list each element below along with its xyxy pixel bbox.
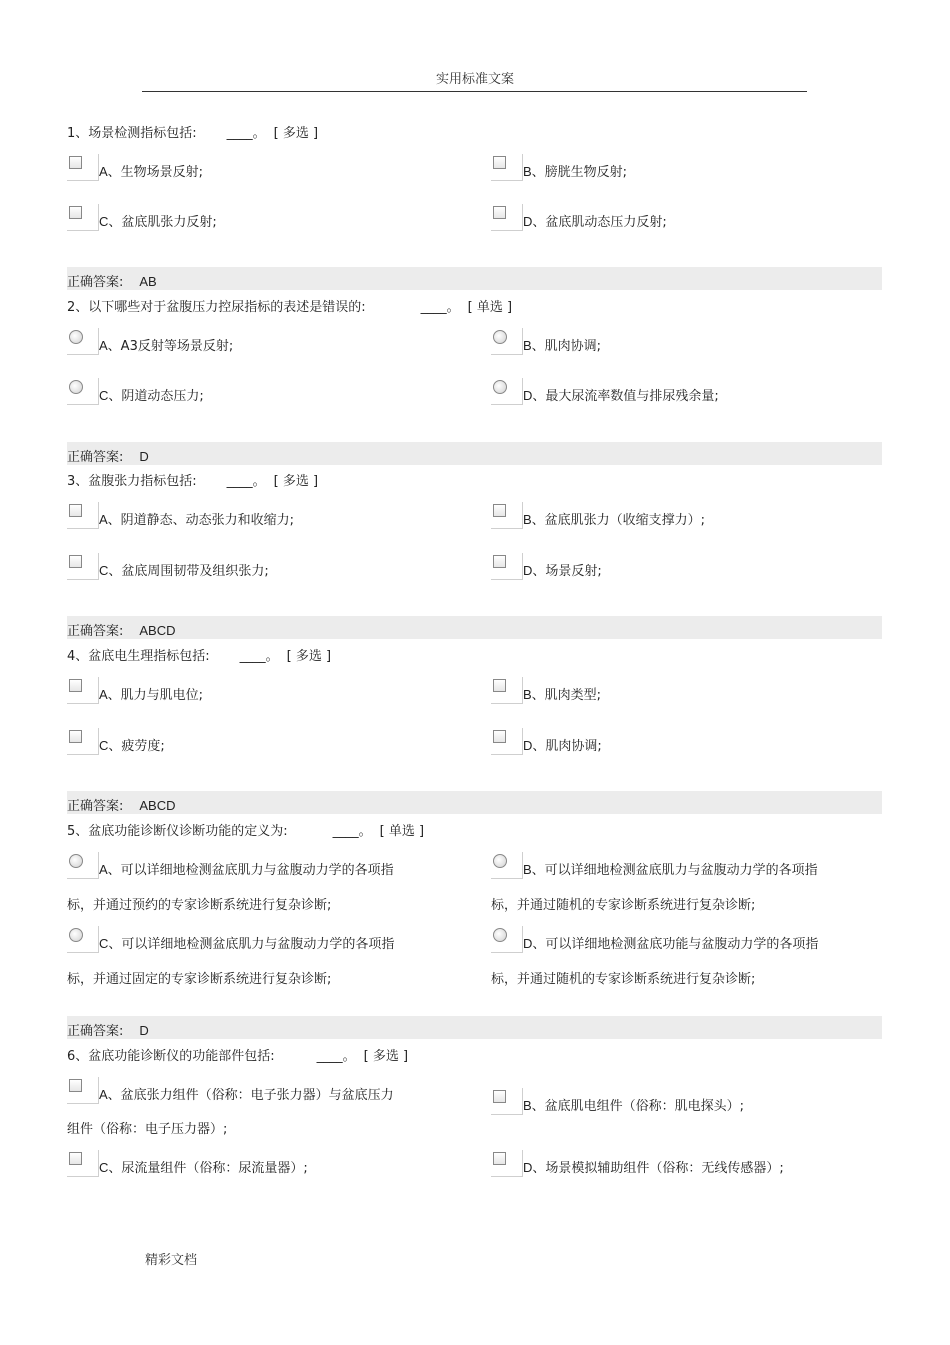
- option-text: 膀胱生物反射;: [544, 165, 628, 180]
- option-text: 可以详细地检测盆底肌力与盆腹动力学的各项指: [120, 863, 394, 878]
- checkbox-a[interactable]: [67, 154, 99, 180]
- option-text: 疲劳度;: [121, 739, 165, 754]
- answer-prefix: 正确答案:: [67, 450, 124, 465]
- checkbox-a[interactable]: [67, 677, 99, 703]
- question-type: [ 多选 ]: [286, 649, 332, 664]
- answer-prefix: 正确答案:: [67, 799, 124, 814]
- checkbox-d[interactable]: [491, 1150, 523, 1176]
- option-letter: A、: [99, 862, 121, 877]
- option-text: 肌力与肌电位;: [120, 688, 204, 703]
- option-text: 场景模拟辅助组件（俗称：无线传感器）;: [545, 1161, 784, 1176]
- option-letter: C、: [99, 563, 122, 578]
- question-text: [67, 296, 512, 315]
- option-letter: B、: [523, 1098, 545, 1113]
- answer-value: ABCD: [139, 623, 176, 638]
- option-letter: C、: [99, 388, 122, 403]
- checkbox-a[interactable]: [67, 1077, 99, 1103]
- radio-c[interactable]: [67, 378, 99, 404]
- radio-a[interactable]: [67, 328, 99, 354]
- question-stem: 3、盆腹张力指标包括:: [67, 474, 197, 489]
- option-letter: D、: [523, 388, 546, 403]
- checkbox-c[interactable]: [67, 1150, 99, 1176]
- question-stem: 5、盆底功能诊断仪诊断功能的定义为:: [67, 824, 288, 839]
- checkbox-d[interactable]: [491, 728, 523, 754]
- option-text-continued: 标，并通过预约的专家诊断系统进行复杂诊断;: [67, 898, 332, 913]
- option-text: 肌肉协调;: [544, 339, 602, 354]
- option-letter: C、: [99, 936, 122, 951]
- checkbox-d[interactable]: [491, 204, 523, 230]
- option-text: 盆底肌动态压力反射;: [545, 215, 667, 230]
- question-text: [67, 470, 318, 489]
- question-type: [ 多选 ]: [273, 474, 319, 489]
- option-letter: A、: [99, 687, 121, 702]
- question-text: [67, 1045, 408, 1064]
- question-text: [67, 645, 331, 664]
- option-text: 可以详细地检测盆底肌力与盆腹动力学的各项指: [121, 937, 395, 952]
- answer-blank: ____。: [420, 300, 460, 315]
- checkbox-d[interactable]: [491, 553, 523, 579]
- correct-answer-bar: [67, 616, 882, 639]
- answer-blank: ____。: [226, 474, 266, 489]
- checkbox-b[interactable]: [491, 677, 523, 703]
- option-letter: D、: [523, 563, 546, 578]
- option-letter: C、: [99, 1160, 122, 1175]
- option-letter: C、: [99, 738, 122, 753]
- option-letter: A、: [99, 512, 121, 527]
- option-text: 盆底周围韧带及组织张力;: [121, 564, 269, 579]
- option-letter: B、: [523, 862, 545, 877]
- radio-b[interactable]: [491, 328, 523, 354]
- answer-blank: ____。: [226, 126, 266, 141]
- radio-b[interactable]: [491, 852, 523, 878]
- checkbox-b[interactable]: [491, 1088, 523, 1114]
- answer-value: ABCD: [139, 798, 176, 813]
- option-text: 可以详细地检测盆底功能与盆腹动力学的各项指: [545, 937, 819, 952]
- question-text: [67, 820, 424, 839]
- option-text-continued: 组件（俗称：电子压力器）;: [67, 1122, 228, 1137]
- page-header-title: 实用标准文案: [435, 72, 514, 87]
- option-letter: D、: [523, 936, 546, 951]
- option-letter: B、: [523, 512, 545, 527]
- option-letter: A、: [99, 338, 121, 353]
- radio-a[interactable]: [67, 852, 99, 878]
- answer-blank: ____。: [332, 824, 372, 839]
- correct-answer-bar: [67, 442, 882, 465]
- option-text-continued: 标，并通过随机的专家诊断系统进行复杂诊断;: [491, 898, 756, 913]
- question-type: [ 多选 ]: [273, 126, 319, 141]
- question-type: [ 单选 ]: [379, 824, 425, 839]
- option-letter: B、: [523, 164, 545, 179]
- option-text: 可以详细地检测盆底肌力与盆腹动力学的各项指: [544, 863, 818, 878]
- question-stem: 1、场景检测指标包括:: [67, 126, 197, 141]
- correct-answer-bar: [67, 267, 882, 290]
- answer-prefix: 正确答案:: [67, 1024, 124, 1039]
- option-text: 阴道静态、动态张力和收缩力;: [120, 513, 295, 528]
- option-text: 生物场景反射;: [120, 165, 204, 180]
- answer-value: D: [139, 449, 149, 464]
- answer-value: AB: [139, 274, 157, 289]
- option-letter: D、: [523, 1160, 546, 1175]
- answer-blank: ____。: [316, 1049, 356, 1064]
- checkbox-b[interactable]: [491, 502, 523, 528]
- option-text: 盆底肌张力反射;: [121, 215, 217, 230]
- answer-blank: ____。: [239, 649, 279, 664]
- header-divider: [142, 91, 807, 92]
- option-letter: B、: [523, 687, 545, 702]
- radio-c[interactable]: [67, 926, 99, 952]
- page-footer-label: 精彩文档: [145, 1253, 198, 1268]
- correct-answer-bar: [67, 1016, 882, 1039]
- option-text: 盆底肌张力（收缩支撑力）;: [544, 513, 706, 528]
- option-text: 肌肉类型;: [544, 688, 602, 703]
- option-letter: D、: [523, 738, 546, 753]
- checkbox-c[interactable]: [67, 728, 99, 754]
- option-text: 阴道动态压力;: [121, 389, 204, 404]
- option-text: 最大尿流率数值与排尿残余量;: [545, 389, 719, 404]
- question-stem: 2、以下哪些对于盆腹压力控尿指标的表述是错误的:: [67, 300, 366, 315]
- option-text-continued: 标，并通过随机的专家诊断系统进行复杂诊断;: [491, 972, 756, 987]
- option-letter: C、: [99, 214, 122, 229]
- option-letter: A、: [99, 1087, 121, 1102]
- option-text: 尿流量组件（俗称：尿流量器）;: [121, 1161, 308, 1176]
- checkbox-a[interactable]: [67, 502, 99, 528]
- option-text: 盆底张力组件（俗称：电子张力器）与盆底压力: [120, 1088, 394, 1103]
- radio-d[interactable]: [491, 926, 523, 952]
- checkbox-c[interactable]: [67, 204, 99, 230]
- question-type: [ 多选 ]: [363, 1049, 409, 1064]
- question-text: [67, 122, 318, 141]
- checkbox-c[interactable]: [67, 553, 99, 579]
- answer-value: D: [139, 1023, 149, 1038]
- option-letter: B、: [523, 338, 545, 353]
- question-stem: 4、盆底电生理指标包括:: [67, 649, 210, 664]
- question-type: [ 单选 ]: [467, 300, 513, 315]
- option-letter: D、: [523, 214, 546, 229]
- answer-prefix: 正确答案:: [67, 624, 124, 639]
- question-stem: 6、盆底功能诊断仪的功能部件包括:: [67, 1049, 275, 1064]
- option-text: A3反射等场景反射;: [120, 339, 234, 354]
- option-text: 盆底肌电组件（俗称：肌电探头）;: [544, 1099, 745, 1114]
- option-text-continued: 标，并通过固定的专家诊断系统进行复杂诊断;: [67, 972, 332, 987]
- option-text: 肌肉协调;: [545, 739, 602, 754]
- correct-answer-bar: [67, 791, 882, 814]
- option-text: 场景反射;: [545, 564, 602, 579]
- answer-prefix: 正确答案:: [67, 275, 124, 290]
- option-letter: A、: [99, 164, 121, 179]
- radio-d[interactable]: [491, 378, 523, 404]
- checkbox-b[interactable]: [491, 154, 523, 180]
